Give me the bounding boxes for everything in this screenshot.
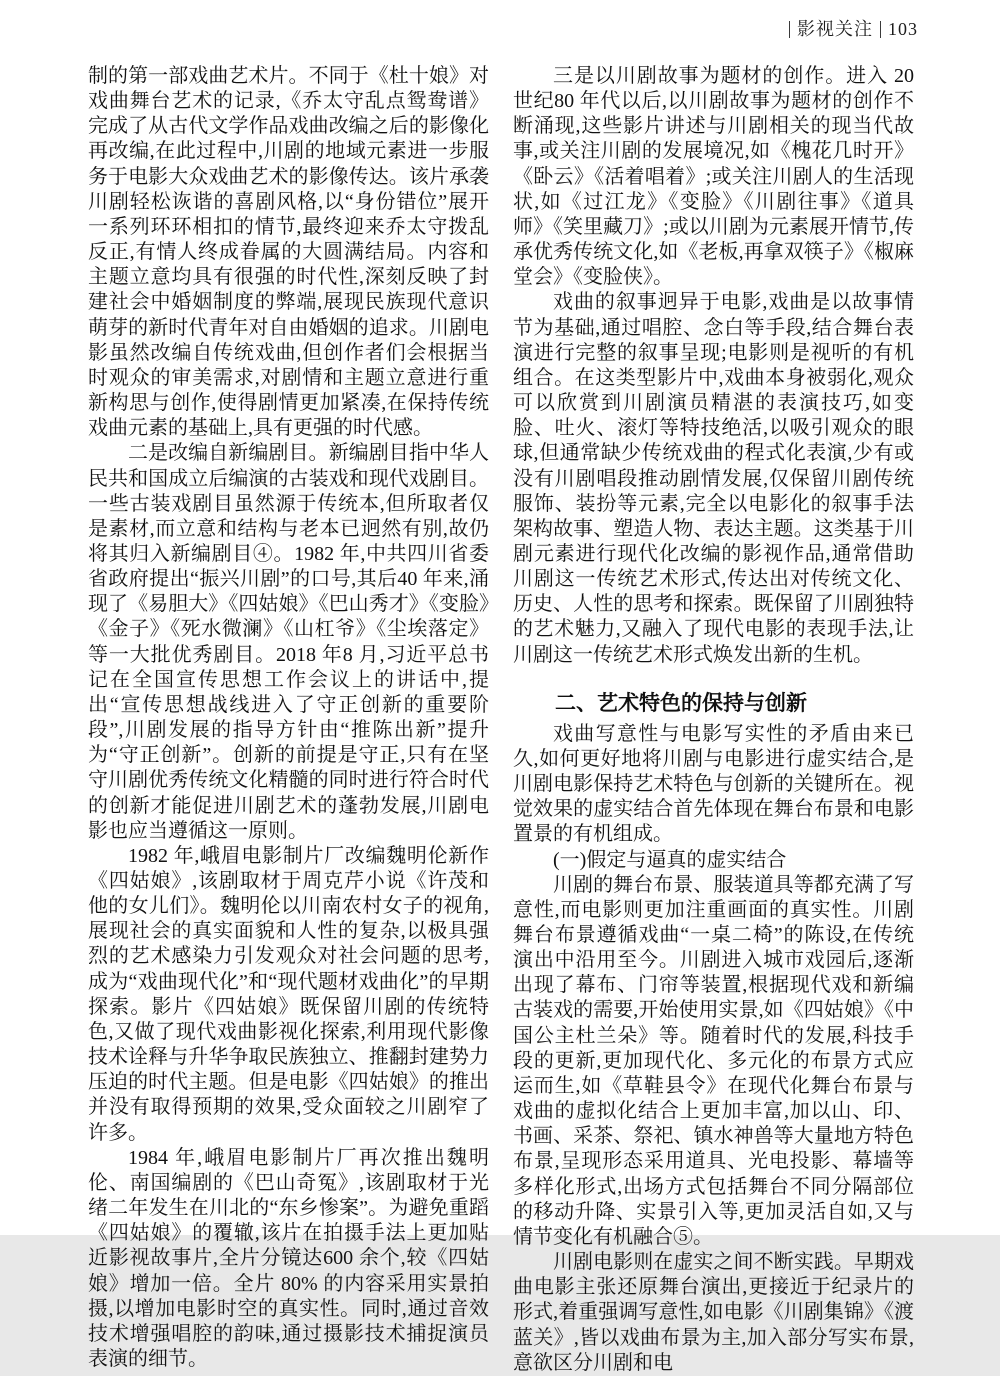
page-header xyxy=(789,18,918,40)
body-paragraph: 川剧的舞台布景、服装道具等都充满了写意性,而电影则更加注重画面的真实性。川剧舞台布景遵循戏曲“一桌二椅”的陈设,在传统演出中沿用至今。川剧进入城市戏园后,逐渐出现了幕布、门帘等装置,根据现代戏和新编古装戏的需要,开始使用实景,如《四姑娘》《中国公主杜兰朵》等。随着时代的发展,科技手段的更新,更加现代化、多元化的布景方式应运而生,如《草鞋县令》在现代化舞台布景与戏曲的虚拟化结合上更加丰富,加以山、印、书画、采茶、祭祀、镇水神兽等大量地方特色布景,呈现形态采用道具、光电投影、幕墙等多样化形式,出场方式包括舞台不同分隔部位的移动升降、实景引入等,更加灵活自如,又与情节变化有机融合⑤。 xyxy=(513,873,914,1248)
body-paragraph: (一)假定与逼真的虚实结合 xyxy=(553,848,787,871)
header-divider-icon xyxy=(880,21,881,38)
left-column xyxy=(88,64,489,1370)
body-paragraph: 戏曲的叙事迥异于电影,戏曲是以故事情节为基础,通过唱腔、念白等手段,结合舞台表演进行完整的叙事呈现;电影则是视听的有机组合。在这类型影片中,戏曲本身被弱化,观众可以欣赏到川剧演员精湛的表演技巧,如变脸、吐火、滚灯等特技绝活,以吸引观众的眼球,但通常缺少传统戏曲的程式化表演,少有或没有川剧唱段推动剧情发展,仅保留川剧传统服饰、装扮等元素,完全以电影化的叙事手法架构故事、塑造人物、表达主题。这类基于川剧元素进行现代化改编的影视作品,通常借助川剧这一传统艺术形式,传达出对传统文化、历史、人性的思考和探索。既保留了川剧独特的艺术魅力,又融入了现代电影的表现手法,让川剧这一传统艺术形式焕发出新的生机。 xyxy=(513,291,914,666)
section-heading: 二、艺术特色的保持与创新 xyxy=(555,691,807,715)
header-section-label: 影视关注 xyxy=(797,19,873,39)
body-paragraph: 1982 年,峨眉电影制片厂改编魏明伦新作《四姑娘》,该剧取材于周克芹小说《许茂和他的女儿们》。魏明伦以川南农村女子的视角,展现社会的真实面貌和人性的复杂,以极具强烈的艺术感染力引发观众对社会问题的思考,成为“戏曲现代化”和“现代题材戏曲化”的早期探索。影片《四姑娘》既保留川剧的传统特色,又做了现代戏曲影视化探索,利用现代影像技术诠释与升华争取民族独立、推翻封建势力压迫的时代主题。但是电影《四姑娘》的推出并没有取得预期的效果,受众面较之川剧窄了许多。 xyxy=(88,844,489,1144)
body-paragraph: 1984 年,峨眉电影制片厂再次推出魏明伦、南国编剧的《巴山奇冤》,该剧取材于光绪二年发生在川北的“东乡惨案”。为避免重蹈《四姑娘》的覆辙,该片在拍摄手法上更加贴近影视故事片,全片分镜达600 余个,较《四姑娘》增加一倍。全片 80% 的内容采用实景拍摄,以增加电影时空的真实性。同时,通过音效技术增强唱腔的韵味,通过摄影技术捕捉演员表演的细节。 xyxy=(88,1146,489,1370)
body-paragraph: 二是改编自新编剧目。新编剧目指中华人民共和国成立后编演的古装戏和现代戏剧目。一些古装戏剧目虽然源于传统本,但所取者仅是素材,而立意和结构与老本已迥然有别,故仍将其归入新编剧目④。1982 年,中共四川省委省政府提出“振兴川剧”的口号,其后40 年来,涌现了《易胆大》《四姑娘》《巴山秀才》《变脸》《金子》《死水微澜》《山杠爷》《尘埃落定》等一大批优秀剧目。2018 年8 月,习近平总书记在全国宣传思想工作会议上的讲话中,提出“宣传思想战线进入了守正创新的重要阶段”,川剧发展的指导方针由“推陈出新”提升为“守正创新”。创新的前提是守正,只有在坚守川剧优秀传统文化精髓的同时进行符合时代的创新才能促进川剧艺术的蓬勃发展,川剧电影也应当遵循这一原则。 xyxy=(88,442,489,842)
text-columns xyxy=(88,64,914,1374)
header-divider-icon xyxy=(789,21,790,38)
header-page-number: 103 xyxy=(888,19,918,39)
right-column xyxy=(513,64,914,1374)
body-paragraph: 三是以川剧故事为题材的创作。进入 20 世纪80 年代以后,以川剧故事为题材的创作不断涌现,这些影片讲述与川剧相关的现当代故事,或关注川剧的发展境况,如《槐花几时开》《卧云》《活着唱着》;或关注川剧人的生活现状,如《过江龙》《变脸》《川剧往事》《道具师》《笑里藏刀》;或以川剧为元素展开情节,传承优秀传统文化,如《老板,再拿双筷子》《椒麻堂会》《变脸侠》。 xyxy=(513,65,914,289)
body-paragraph: 制的第一部戏曲艺术片。不同于《杜十娘》对戏曲舞台艺术的记录,《乔太守乱点鸳鸯谱》完成了从古代文学作品戏曲改编之后的影像化再改编,在此过程中,川剧的地域元素进一步服务于电影大众戏曲艺术的影像传达。该片承袭川剧轻松诙谐的喜剧风格,以“身份错位”展开一系列环环相扣的情节,最终迎来乔太守拨乱反正,有情人终成眷属的大圆满结局。内容和主题立意均具有很强的时代性,深刻反映了封建社会中婚姻制度的弊端,展现民族现代意识萌芽的新时代青年对自由婚姻的追求。川剧电影虽然改编自传统戏曲,但创作者们会根据当时观众的审美需求,对剧情和主题立意进行重新构思与创作,使得剧情更加紧凑,在保持传统戏曲元素的基础上,具有更强的时代感。 xyxy=(88,65,489,440)
body-paragraph: 川剧电影则在虚实之间不断实践。早期戏曲电影主张还原舞台演出,更接近于纪录片的形式,着重强调写意性,如电影《川剧集锦》《渡蓝关》,皆以戏曲布景为主,加入部分写实布景,意欲区分川剧和电 xyxy=(513,1251,914,1374)
body-paragraph: 戏曲写意性与电影写实性的矛盾由来已久,如何更好地将川剧与电影进行虚实结合,是川剧电影保持艺术特色与创新的关键所在。视觉效果的虚实结合首先体现在舞台布景和电影置景的有机组成。 xyxy=(513,722,914,846)
